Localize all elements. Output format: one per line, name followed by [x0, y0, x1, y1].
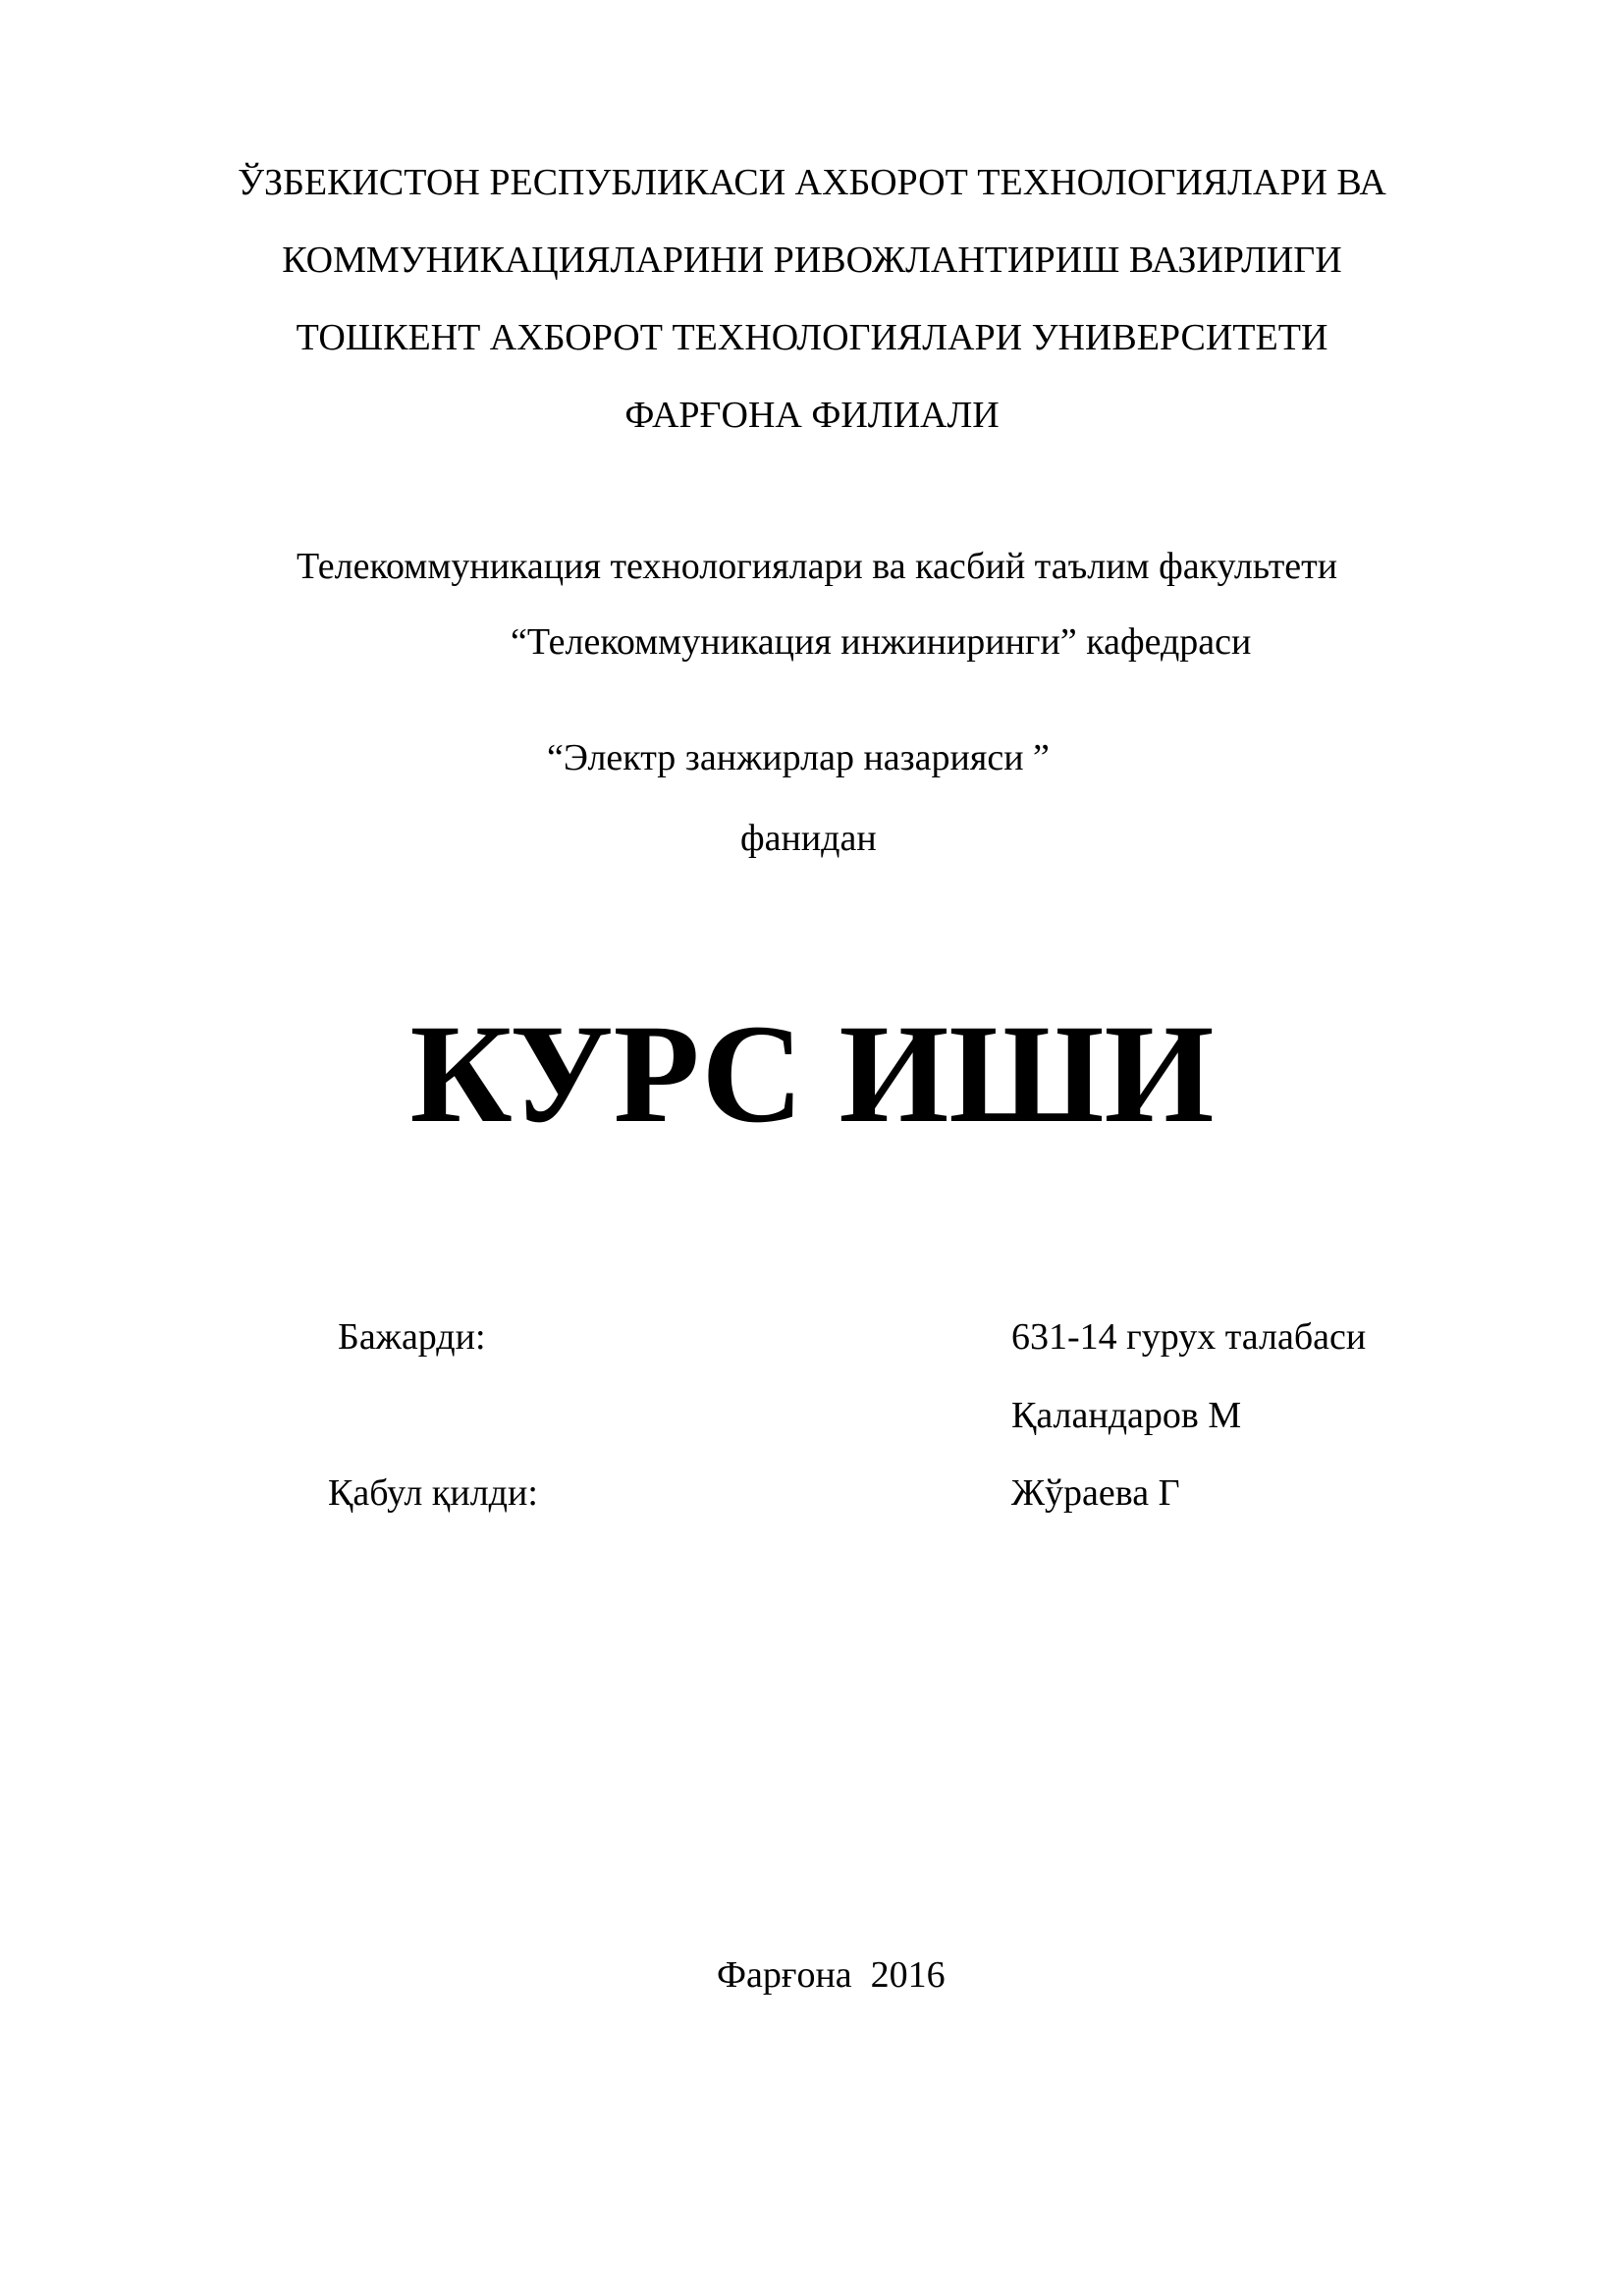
student-group: 631-14 гурух талабаси: [1011, 1316, 1367, 1358]
faculty-line: Телекоммуникация технологиялари ва касбий таълим факультети: [297, 546, 1338, 587]
subject-line: “Электр занжирлар назарияси ”: [547, 737, 1050, 778]
city-year: Фарғона 2016: [717, 1954, 946, 1996]
subject-suffix: фанидан: [740, 818, 877, 859]
branch-line: ФАРҒОНА ФИЛИАЛИ: [624, 395, 1000, 436]
ministry-line-2: КОММУНИКАЦИЯЛАРИНИ РИВОЖЛАНТИРИШ ВАЗИРЛИГИ: [282, 240, 1342, 281]
university-line: ТОШКЕНТ АХБОРОТ ТЕХНОЛОГИЯЛАРИ УНИВЕРСИТЕТИ: [296, 317, 1328, 358]
department-line: “Телекоммуникация инжиниринги” кафедраси: [511, 621, 1252, 663]
ministry-line-1: ЎЗБЕКИСТОН РЕСПУБЛИКАСИ АХБОРОТ ТЕХНОЛОГИЯЛАРИ ВА: [238, 162, 1386, 203]
teacher-name: Жўраева Г: [1011, 1472, 1180, 1514]
performed-by-label: Бажарди:: [338, 1316, 486, 1358]
student-name: Қаландаров М: [1011, 1395, 1242, 1436]
document-title: КУРС ИШИ: [409, 996, 1215, 1152]
accepted-by-label: Қабул қилди:: [328, 1472, 538, 1514]
